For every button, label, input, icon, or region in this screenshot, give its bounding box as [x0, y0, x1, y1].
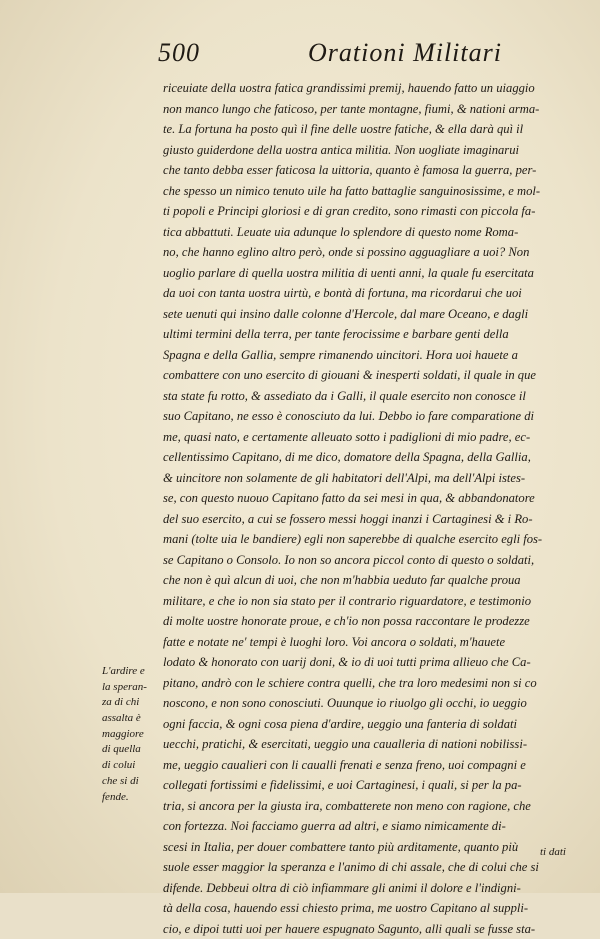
text-line: combattere con uno esercito di giouani & inesperti soldati, il quale in que: [163, 365, 593, 386]
page-number: 500: [158, 38, 200, 68]
body-text: [163, 78, 593, 939]
text-line: no, che hanno eglino altro però, onde si possino agguagliare a uoi? Non: [163, 242, 593, 263]
text-line: che spesso un nimico tenuto uile ha fatto battaglie sanguinosissime, e mol-: [163, 181, 593, 202]
text-line: cio, e dipoi tutti uoi per hauere espugnato Sagunto, alli quali se fusse sta-: [163, 919, 593, 939]
margin-note-line: za di chi: [102, 695, 162, 711]
margin-note-line: assalta è: [102, 711, 162, 727]
text-line: collegati fortissimi e fidelissimi, e uoi Cartaginesi, i quali, si per la pa-: [163, 775, 593, 796]
text-line: militare, e che io non sia stato per il contrario riguardatore, e testimonio: [163, 591, 593, 612]
text-line: non manco lungo che faticoso, per tante montagne, fiumi, & nationi arma-: [163, 99, 593, 120]
text-line: ultimi termini della terra, per tante ferocissime e barbare genti della: [163, 324, 593, 345]
text-line: del suo esercito, a cui se fossero messi hoggi inanzi i Cartaginesi & i Ro-: [163, 509, 593, 530]
text-line: pitano, andrò con le schiere contra quelli, che tra loro medesimi non si co: [163, 673, 593, 694]
text-line: riceuiate della uostra fatica grandissimi premij, hauendo fatto un uiaggio: [163, 78, 593, 99]
text-line: che tanto debba esser faticosa la uittoria, quanto è famosa la guerra, per-: [163, 160, 593, 181]
text-line: difende. Debbeui oltra di ciò infiammare gli animi il dolore e l'indigni-: [163, 878, 593, 899]
text-line: cellentissimo Capitano, di me dico, domatore della Spagna, della Gallia,: [163, 447, 593, 468]
text-line: scesi in Italia, per douer combattere tanto più arditamente, quanto più: [163, 837, 593, 858]
text-line: uecchi, pratichi, & esercitati, ueggio una caualleria di nationi nobilissi-: [163, 734, 593, 755]
text-line: sete uenuti qui insino dalle colonne d'Hercole, dal mare Oceano, e dagli: [163, 304, 593, 325]
text-line: me, ueggio caualieri con li caualli frenati e senza freno, uoi compagni e: [163, 755, 593, 776]
text-line: Spagna e della Gallia, sempre rimanendo uincitori. Hora uoi hauete a: [163, 345, 593, 366]
catchword: ti dati: [540, 846, 566, 858]
margin-note-line: che si di: [102, 774, 162, 790]
running-title: Orationi Militari: [308, 38, 502, 68]
text-line: di molte uostre honorate proue, e ch'io non possa raccontare le prodezze: [163, 611, 593, 632]
text-line: noscono, e non sono conosciuti. Ouunque io riuolgo gli occhi, io ueggio: [163, 693, 593, 714]
text-line: sta state fu rotto, & assediato da i Galli, il quale esercito non conosce il: [163, 386, 593, 407]
margin-note-line: L'ardire e: [102, 664, 162, 680]
text-line: mani (tolte uia le bandiere) egli non saperebbe di qualche esercito egli fos-: [163, 529, 593, 550]
margin-note-line: di quella: [102, 742, 162, 758]
text-line: & uincitore non solamente de gli habitatori dell'Alpi, ma dell'Alpi istes-: [163, 468, 593, 489]
text-line: me, quasi nato, e certamente alleuato sotto i padiglioni di mio padre, ec-: [163, 427, 593, 448]
margin-note-line: di colui: [102, 758, 162, 774]
text-line: giusto guiderdone della uostra antica militia. Non uogliate imaginarui: [163, 140, 593, 161]
text-line: te. La fortuna ha posto quì il fine delle uostre fatiche, & ella darà quì il: [163, 119, 593, 140]
text-line: tà della cosa, hauendo essi chiesto prima, me uostro Capitano al suppli-: [163, 898, 593, 919]
margin-note-line: la speran-: [102, 680, 162, 696]
margin-note-line: fende.: [102, 790, 162, 806]
text-line: fatte e notate ne' tempi è luoghi loro. Voi ancora o soldati, m'hauete: [163, 632, 593, 653]
text-line: con fortezza. Noi facciamo guerra ad altri, e siamo nimicamente di-: [163, 816, 593, 837]
text-line: tica abbattuti. Leuate uia adunque lo splendore di questo nome Roma-: [163, 222, 593, 243]
text-line: lodato & honorato con uarij doni, & io di uoi tutti prima allieuo che Ca-: [163, 652, 593, 673]
margin-note: [102, 664, 162, 805]
text-line: suo Capitano, ne esso è conosciuto da lui. Debbo io fare comparatione di: [163, 406, 593, 427]
text-line: suole esser maggior la speranza e l'animo di chi assale, che di colui che si: [163, 857, 593, 878]
text-line: ogni faccia, & ogni cosa piena d'ardire, ueggio una fanteria di soldati: [163, 714, 593, 735]
margin-note-line: maggiore: [102, 727, 162, 743]
text-line: uoglio parlare di quella uostra militia di uenti anni, la quale fu esercitata: [163, 263, 593, 284]
text-line: da uoi con tanta uostra uirtù, e bontà di fortuna, ma ricordarui che uoi: [163, 283, 593, 304]
text-line: tria, si ancora per la giusta ira, combatterete non meno con ragione, che: [163, 796, 593, 817]
text-line: che non è quì alcun di uoi, che non m'habbia ueduto far qualche proua: [163, 570, 593, 591]
page-header: [158, 38, 588, 72]
text-line: se Capitano o Consolo. Io non so ancora piccol conto di questo o soldati,: [163, 550, 593, 571]
text-line: se, con questo nuouo Capitano fatto da sei mesi in qua, & abbandonatore: [163, 488, 593, 509]
text-line: ti popoli e Principi gloriosi e di gran credito, sono rimasti con piccola fa-: [163, 201, 593, 222]
